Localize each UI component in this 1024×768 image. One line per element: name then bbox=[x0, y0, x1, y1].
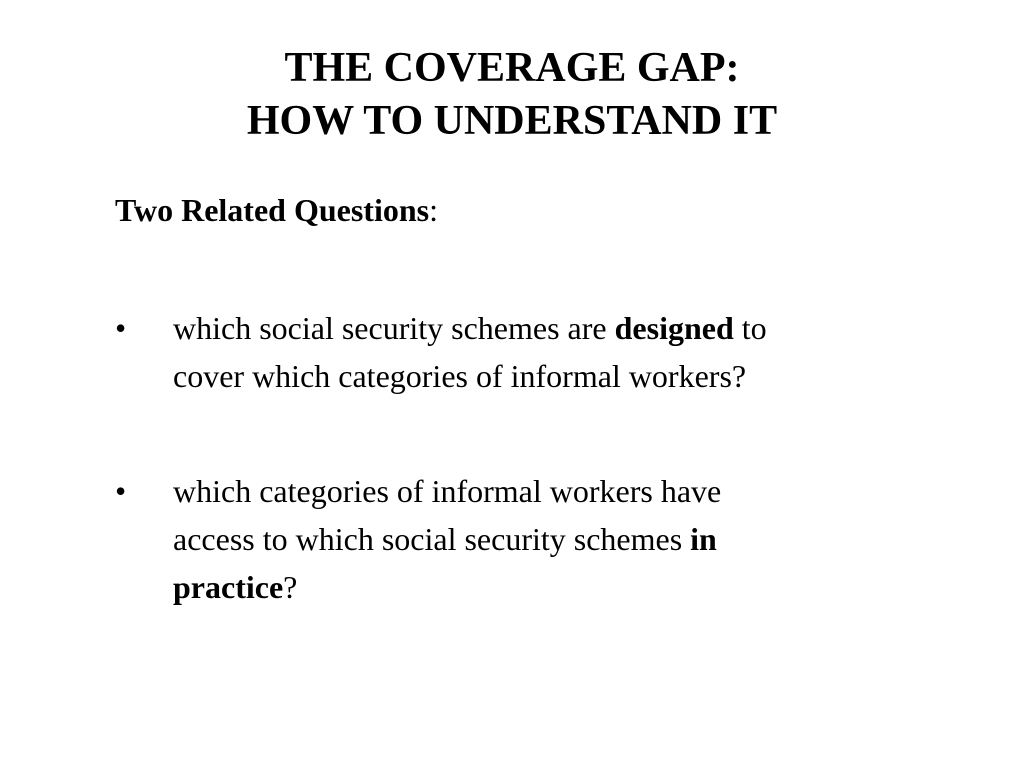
bullet-line bbox=[173, 515, 933, 563]
bullet-line: cover which categories of informal workers? bbox=[173, 358, 747, 394]
bullet-text-segment: ? bbox=[283, 569, 298, 605]
bullet-text bbox=[173, 467, 933, 611]
slide-title bbox=[0, 42, 1024, 148]
subheading bbox=[115, 190, 438, 230]
bullet-line bbox=[173, 304, 933, 352]
title-line-2: HOW TO UNDERSTAND IT bbox=[246, 98, 778, 144]
subheading-colon: : bbox=[429, 192, 438, 228]
emphasis-designed: designed bbox=[614, 310, 734, 346]
bullet-marker: • bbox=[115, 473, 127, 509]
bullet-text-segment: to bbox=[733, 310, 767, 346]
subheading-label: Two Related Questions bbox=[115, 192, 430, 228]
emphasis-practice: practice bbox=[173, 569, 284, 605]
bullet-text-segment: which social security schemes are bbox=[173, 310, 615, 346]
bullet-marker: • bbox=[115, 310, 127, 346]
bullet-text-segment: access to which social security schemes bbox=[173, 521, 691, 557]
title-line-1: THE COVERAGE GAP: bbox=[284, 45, 740, 91]
emphasis-in: in bbox=[690, 521, 717, 557]
bullet-line bbox=[173, 563, 933, 611]
bullet-text bbox=[173, 304, 933, 400]
bullet-line: which categories of informal workers have bbox=[173, 473, 722, 509]
